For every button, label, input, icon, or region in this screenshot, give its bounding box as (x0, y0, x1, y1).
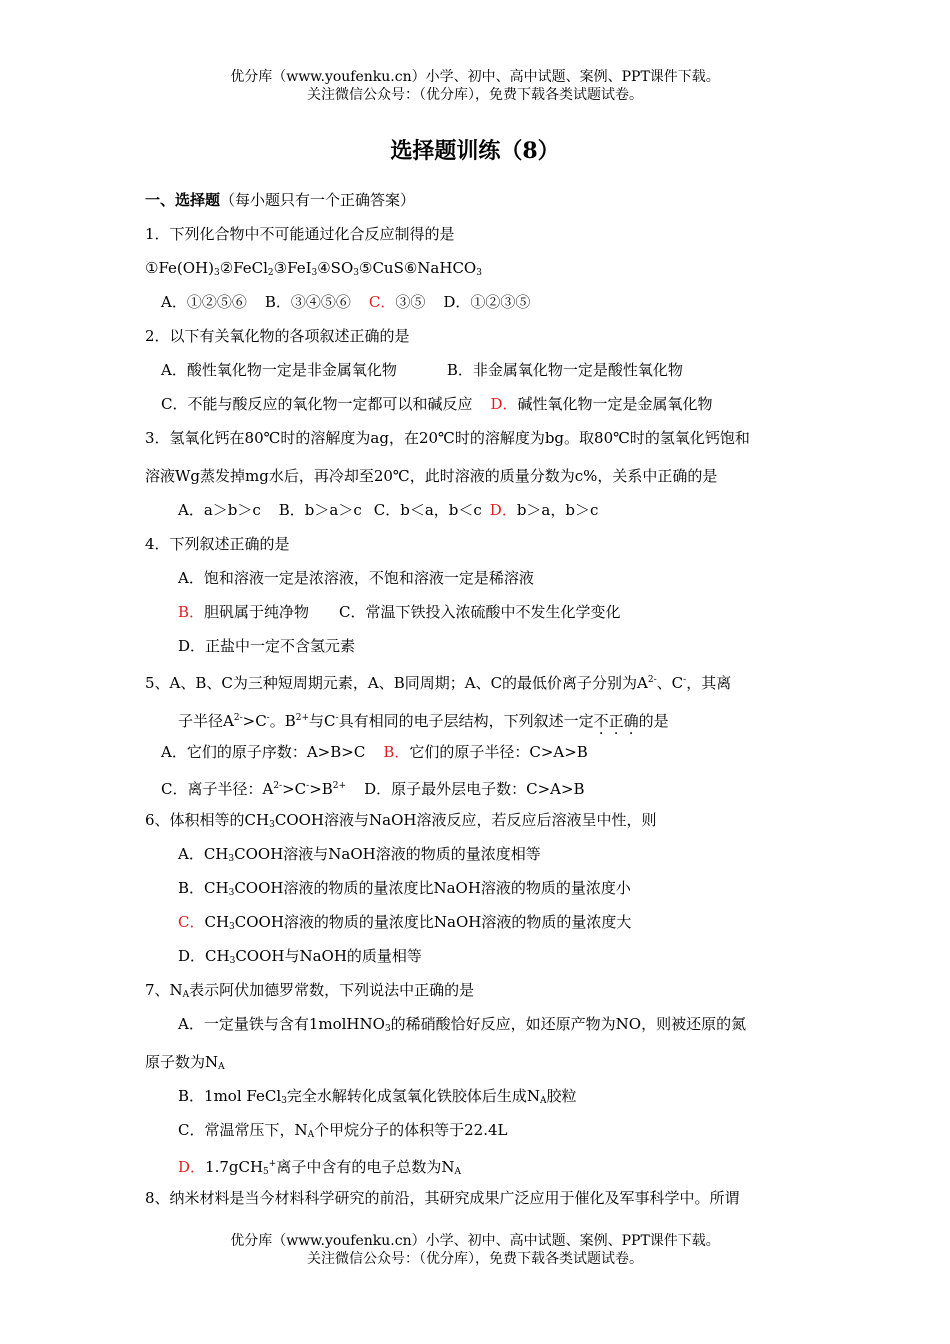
q3-option-d-label: D． (489, 501, 517, 519)
q7-stem: 7、$N_A$表示阿伏加德罗常数，下列说法中正确的是 (145, 981, 475, 1000)
q7-option-c: C．常温常压下，$N_A$个甲烷分子的体积等于22.4L (178, 1121, 508, 1140)
q4-stem: 4．下列叙述正确的是 (145, 535, 290, 553)
emphasis-bu: 不 (593, 712, 609, 730)
header-line-1: 优分库（www.youfenku.cn）小学、初中、高中试题、案例、PPT课件下载。 (230, 69, 720, 85)
q4-option-b-label: B． (178, 603, 205, 621)
section-heading: 一、选择题（每小题只有一个正确答案） (145, 191, 416, 209)
q6-stem: 6、体积相等的$CH_3COOH$溶液与NaOH溶液反应，若反应后溶液呈中性，则 (145, 811, 657, 830)
q4-option-c: C．常温下铁投入浓硫酸中不发生化学变化 (339, 603, 621, 621)
footer-line-1: 优分库（www.youfenku.cn）小学、初中、高中试题、案例、PPT课件下载。 (230, 1233, 720, 1249)
page-header (0, 68, 950, 104)
q2-stem: 2．以下有关氧化物的各项叙述正确的是 (145, 327, 410, 345)
q2-option-d: 碱性氧化物一定是金属氧化物 (517, 395, 713, 413)
q2-options-cd (145, 394, 810, 414)
q3-option-b: B．b＞a＞c (278, 501, 362, 519)
q5-option-b: 它们的原子半径：C>A>B (409, 743, 588, 761)
q4-option-d: D．正盐中一定不含氢元素 (178, 637, 356, 655)
q4-option-b: 胆矾属于纯净物 (204, 603, 310, 621)
q7-option-d: D．1.7gCH$_5$+离子中含有的电子总数为$N_A$ (178, 1158, 461, 1177)
q6-option-d: D．$CH_3COOH$与NaOH的质量相等 (178, 947, 422, 966)
q5-option-a: A．它们的原子序数：A>B>C (161, 743, 366, 761)
q3-stem-line2: 溶液Wg蒸发掉mg水后，再冷却至20℃，此时溶液的质量分数为c%，关系中正确的是 (145, 467, 718, 485)
page-footer (0, 1232, 950, 1268)
q5-options-ab (145, 742, 810, 762)
q1-option-b: B．③④⑤⑥ (264, 293, 351, 311)
q1-option-d: D．①②③⑤ (443, 293, 531, 311)
q1-option-c-label: C． (368, 293, 396, 311)
q1-option-a: A．①②⑤⑥ (161, 293, 247, 311)
q5-options-cd (145, 776, 810, 796)
q7-option-b: B．1mol FeCl$_3$完全水解转化成氢氧化铁胶体后生成$N_A$胶粒 (178, 1087, 577, 1106)
q3-options (145, 500, 810, 520)
q7-option-a-line1: A．一定量铁与含有1molHNO$_3$的稀硝酸恰好反应，如还原产物为NO，则被还原的氮 (178, 1015, 747, 1034)
q1-compounds: $①Fe(OH)_3②FeCl_2③FeI_3④SO_3⑤CuS⑥NaHCO_3$ (145, 259, 482, 278)
q2-option-b: B．非金属氧化物一定是酸性氧化物 (446, 361, 683, 379)
q8-stem: 8、纳米材料是当今材料科学研究的前沿，其研究成果广泛应用于催化及军事科学中。所谓 (145, 1189, 740, 1207)
q1-options (145, 292, 810, 312)
q6-option-b: B．$CH_3COOH$溶液的物质的量浓度比NaOH溶液的物质的量浓度小 (178, 879, 631, 898)
q2-option-d-label: D． (490, 395, 518, 413)
q2-option-c: C．不能与酸反应的氧化物一定都可以和碱反应 (161, 395, 473, 413)
footer-line-2: 关注微信公众号：（优分库），免费下载各类试题试卷。 (307, 1251, 643, 1267)
q2-options-ab (145, 360, 810, 380)
q5-option-d: D．原子最外层电子数：C>A>B (364, 780, 585, 798)
q5-stem-line1: 5、A、B、C为三种短周期元素，A、B同周期；A、C的最低价离子分别为$A^{2-}$、C-，其离 (145, 674, 732, 692)
q5-stem-line2: 子半径$A^{2-}>C^-$。$B^{2+}$与C-具有相同的电子层结构，下列叙述一定不正确的是 (178, 712, 669, 730)
q3-stem-line1: 3．氢氧化钙在80℃时的溶解度为ag，在20℃时的溶解度为bg。取80℃时的氢氧化钙饱和 (145, 429, 750, 447)
q1-stem: 1．下列化合物中不可能通过化合反应制得的是 (145, 225, 455, 243)
q5-option-c: C．离子半径：$A^{2-}>C^->B^{2+}$ (161, 780, 347, 798)
q6-option-a: A．$CH_3COOH$溶液与NaOH溶液的物质的量浓度相等 (178, 845, 541, 864)
q3-option-d: b＞a，b＞c (516, 501, 599, 519)
header-line-2: 关注微信公众号：（优分库），免费下载各类试题试卷。 (307, 87, 643, 103)
q3-option-c: C．b＜a，b＜c (373, 501, 482, 519)
emphasis-que: 确 (623, 712, 639, 730)
page-title: 选择题训练（8） (390, 138, 560, 164)
q5-option-b-label: B． (383, 743, 410, 761)
emphasis-zheng: 正 (608, 712, 624, 730)
q1-option-c: ③⑤ (395, 293, 426, 311)
q3-option-a: A．a＞b＞c (178, 501, 261, 519)
q7-option-a-line2: 原子数为$N_A$ (145, 1053, 225, 1072)
question-list (145, 190, 810, 1222)
q6-option-c: C．$CH_3COOH$溶液的物质的量浓度比NaOH溶液的物质的量浓度大 (178, 913, 632, 932)
q4-option-a: A．饱和溶液一定是浓溶液，不饱和溶液一定是稀溶液 (178, 569, 534, 587)
q4-options-bc (145, 602, 810, 622)
q2-option-a: A．酸性氧化物一定是非金属氧化物 (161, 361, 397, 379)
